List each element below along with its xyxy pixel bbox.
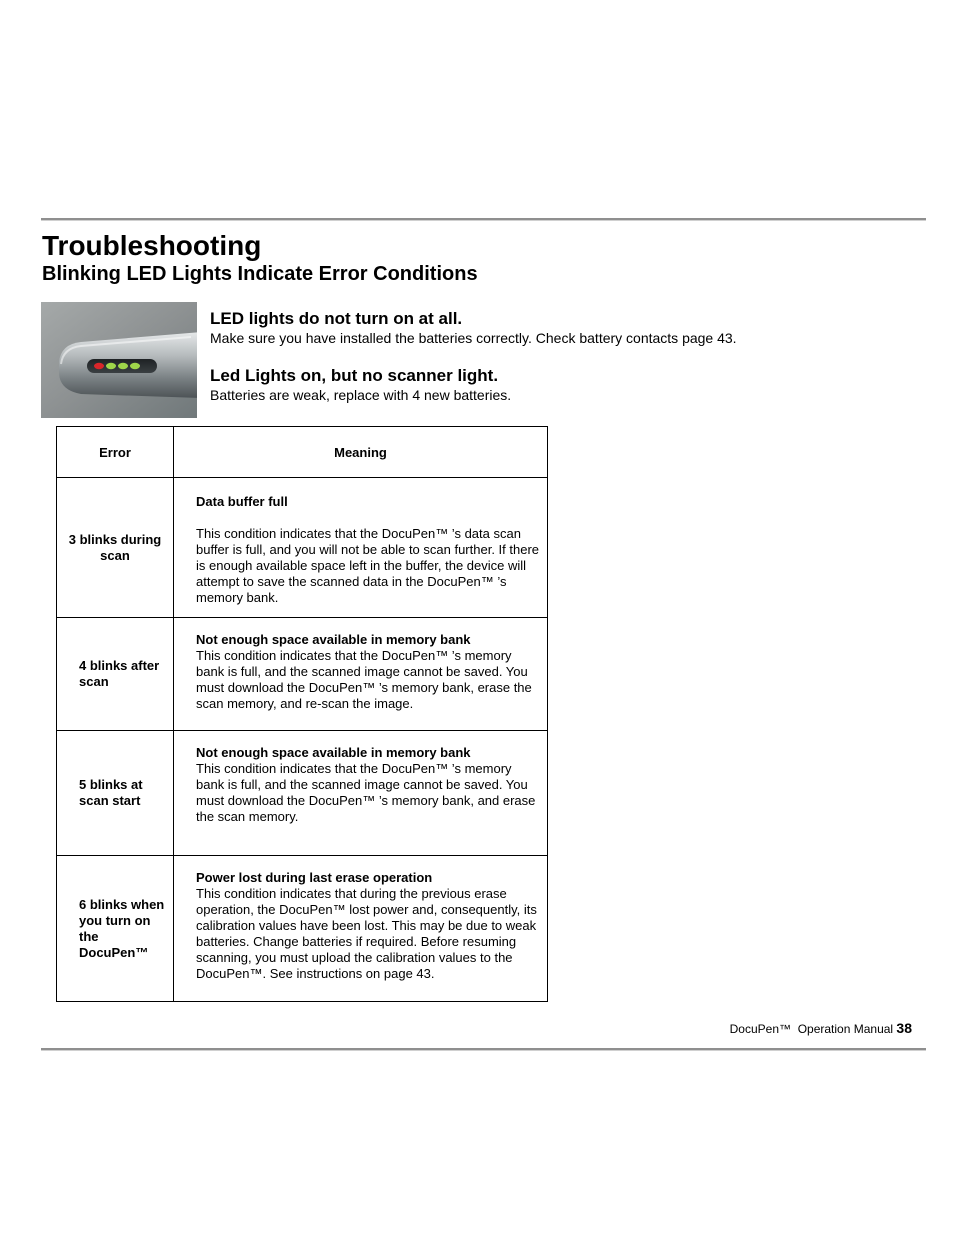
table-header-row — [57, 427, 548, 478]
error-cell: 4 blinks after scan — [57, 618, 174, 731]
meaning-title: Not enough space available in memory bank — [196, 632, 471, 647]
tip-heading: LED lights do not turn on at all. — [210, 309, 463, 328]
tip-no-leds — [210, 309, 737, 347]
tip-text: Batteries are weak, replace with 4 new batteries. — [210, 387, 512, 403]
error-cell: 5 blinks at scan start — [57, 731, 174, 856]
table-row — [57, 856, 548, 1002]
meaning-cell — [174, 731, 548, 856]
meaning-title: Power lost during last erase operation — [196, 870, 433, 885]
tip-heading: Led Lights on, but no scanner light. — [210, 366, 499, 385]
error-cell: 3 blinks during scan — [57, 478, 174, 618]
meaning-text: This condition indicates that the DocuPen™ ’s memory bank is full, and the scanned image cannot be saved. You must download the DocuPen™ ’s memory bank, erase the scan memory, and re-scan the image. — [196, 648, 532, 711]
meaning-title: Not enough space available in memory bank — [196, 745, 471, 760]
table-row — [57, 478, 548, 618]
table-row — [57, 618, 548, 731]
meaning-cell — [174, 856, 548, 1002]
docupen-led-photo — [41, 302, 197, 418]
error-table — [56, 426, 548, 1002]
page-footer — [730, 1019, 912, 1038]
footer-product: DocuPen™ — [729, 1022, 792, 1036]
meaning-text: This condition indicates that the DocuPen™ ’s memory bank is full, and the scanned image cannot be saved. You must download the DocuPen™ ’s memory bank, and erase the scan memory. — [196, 761, 536, 824]
meaning-cell — [174, 618, 548, 731]
bottom-rule — [41, 1048, 926, 1051]
page-title: Troubleshooting — [42, 230, 262, 261]
error-cell: 6 blinks when you turn on the DocuPen™ — [57, 856, 174, 1002]
tip-no-scanner-light — [210, 366, 511, 404]
page-number: 38 — [896, 1020, 912, 1036]
tip-text: Make sure you have installed the batteries correctly. Check battery contacts page 43. — [210, 330, 737, 346]
column-header-meaning: Meaning — [174, 427, 548, 478]
column-header-error: Error — [57, 427, 174, 478]
page-subtitle: Blinking LED Lights Indicate Error Conditions — [42, 263, 478, 285]
meaning-cell — [174, 478, 548, 618]
footer-manual-name: Operation Manual — [797, 1022, 894, 1036]
meaning-title: Data buffer full — [196, 494, 288, 509]
meaning-text: This condition indicates that during the previous erase operation, the DocuPen™ lost power and, consequently, its calibration values have been lost. This may be due to weak batteries. Change batteries if required. Before resuming scanning, you must upload the calibration values to the DocuPen™. See instructions on page 43. — [196, 886, 537, 981]
top-rule — [41, 218, 926, 221]
table-row — [57, 731, 548, 856]
meaning-text: This condition indicates that the DocuPen™ ’s data scan buffer is full, and you will not be able to scan further. If there is enough available space left in the buffer, the device will attempt to save the scanned data in the DocuPen™ ’s memory bank. — [196, 526, 540, 605]
